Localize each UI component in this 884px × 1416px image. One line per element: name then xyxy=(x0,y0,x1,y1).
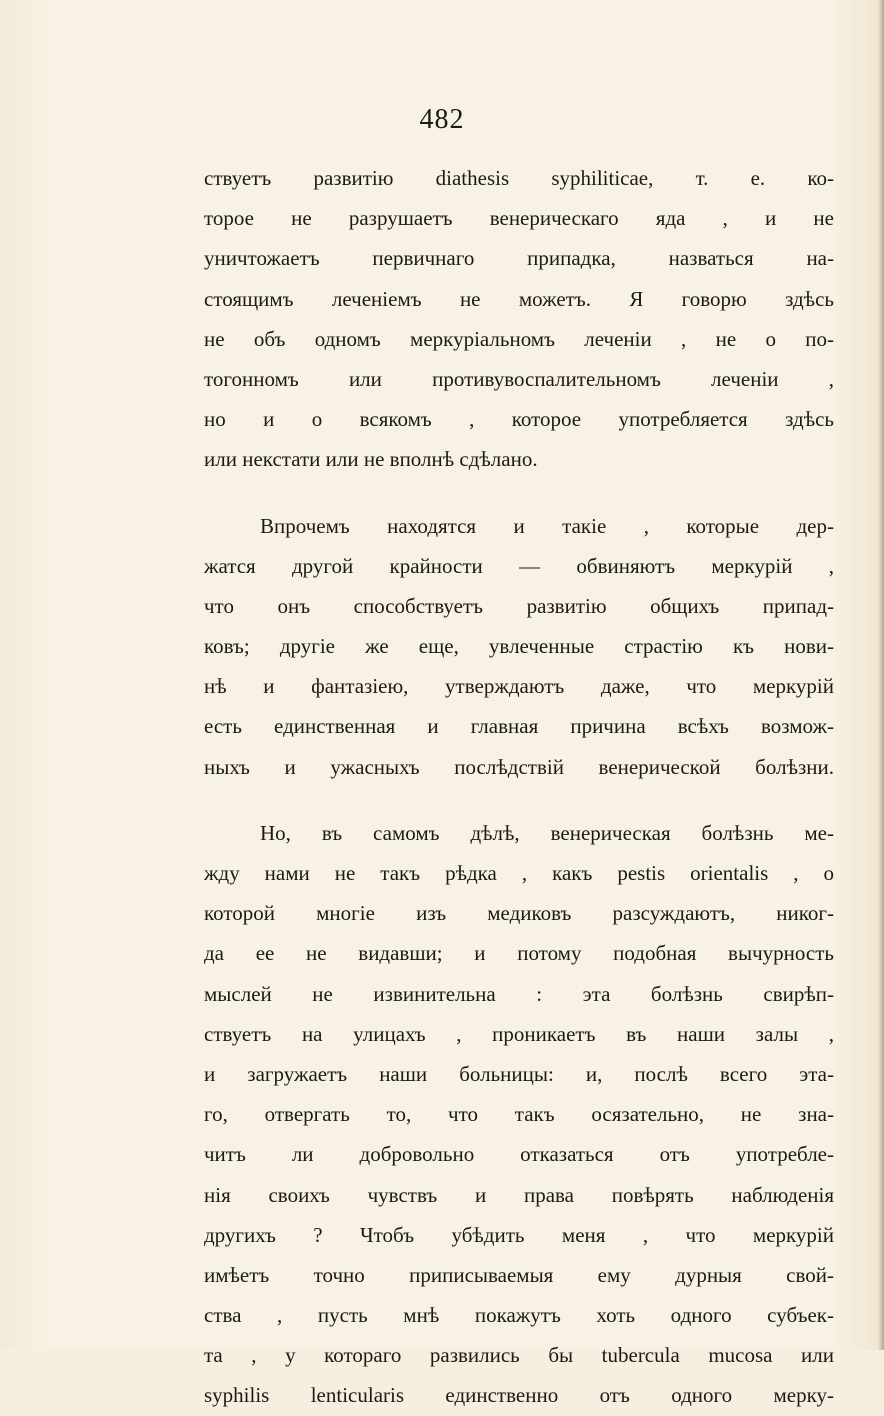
text-line: да ее не видавши; и потому подобная вычурность xyxy=(204,941,834,966)
text-line: Но, въ самомъ дѣлѣ, венерическая болѣзнь ме- xyxy=(260,820,834,845)
text-line: стоящимъ леченіемъ не можетъ. Я говорю здѣсь xyxy=(204,286,834,311)
paragraph-3 xyxy=(204,813,834,1416)
text-line: имѣетъ точно приписываемыя ему дурныя свой- xyxy=(204,1262,834,1287)
text-line: ныхъ и ужасныхъ послѣдствій венерической болѣзни. xyxy=(204,754,834,779)
text-line: нѣ и фантазіею, утверждаютъ даже, что меркурій xyxy=(204,674,834,699)
text-line: тогонномъ или противувоспалительномъ леченіи , xyxy=(204,366,834,391)
text-line: ковъ; другіе же еще, увлеченные страстію къ нови- xyxy=(204,634,834,659)
text-line: или некстати или не вполнѣ сдѣлано. xyxy=(204,447,538,472)
paragraph-1 xyxy=(204,158,834,480)
page-number: 482 xyxy=(419,104,465,135)
text-line: та , у котораго развились бы tubercula mucosa или xyxy=(204,1343,834,1368)
text-line: жду нами не такъ рѣдка , какъ pestis orientalis , о xyxy=(204,861,834,885)
text-line: syphilis lenticularis единственно отъ одного мерку- xyxy=(204,1383,834,1408)
text-line: что онъ способствуетъ развитію общихъ припад- xyxy=(204,593,834,618)
text-line: мыслей не извинительна : эта болѣзнь свирѣп- xyxy=(204,981,834,1006)
paragraph-2 xyxy=(204,506,834,787)
paragraph-gap xyxy=(204,787,834,813)
page-edge-shadow xyxy=(878,0,884,1350)
text-line: нія своихъ чувствъ и права повѣрять наблюденія xyxy=(204,1182,834,1207)
text-line: не объ одномъ меркуріальномъ леченіи , не о по- xyxy=(204,326,834,351)
text-line: есть единственная и главная причина всѣхъ возмож- xyxy=(204,714,834,739)
text-line: торое не разрушаетъ венерическаго яда , и не xyxy=(204,206,834,231)
text-line: го, отвергать то, что такъ осязательно, не зна- xyxy=(204,1102,834,1127)
paragraph-gap xyxy=(204,480,834,506)
text-line: ствуетъ развитію diathesis syphiliticae, т. е. ко- xyxy=(204,166,834,190)
text-line: жатся другой крайности — обвиняютъ меркурій , xyxy=(204,553,834,578)
text-line: но и о всякомъ , которое употребляется здѣсь xyxy=(204,407,834,432)
text-line: уничтожаетъ первичнаго припадка, назваться на- xyxy=(204,246,834,271)
text-line: и загружаетъ наши больницы: и, послѣ всего эта- xyxy=(204,1061,834,1086)
text-line: читъ ли добровольно отказаться отъ употребле- xyxy=(204,1142,834,1167)
text-line: другихъ ? Чтобъ убѣдить меня , что меркурій xyxy=(204,1222,834,1247)
body-text xyxy=(204,158,834,1416)
text-line: Впрочемъ находятся и такіе , которые дер- xyxy=(260,513,834,538)
text-line: которой многіе изъ медиковъ разсуждаютъ, никог- xyxy=(204,901,834,926)
text-line: ства , пусть мнѣ покажутъ хоть одного субъек- xyxy=(204,1303,834,1328)
text-line: ствуетъ на улицахъ , проникаетъ въ наши залы , xyxy=(204,1021,834,1046)
